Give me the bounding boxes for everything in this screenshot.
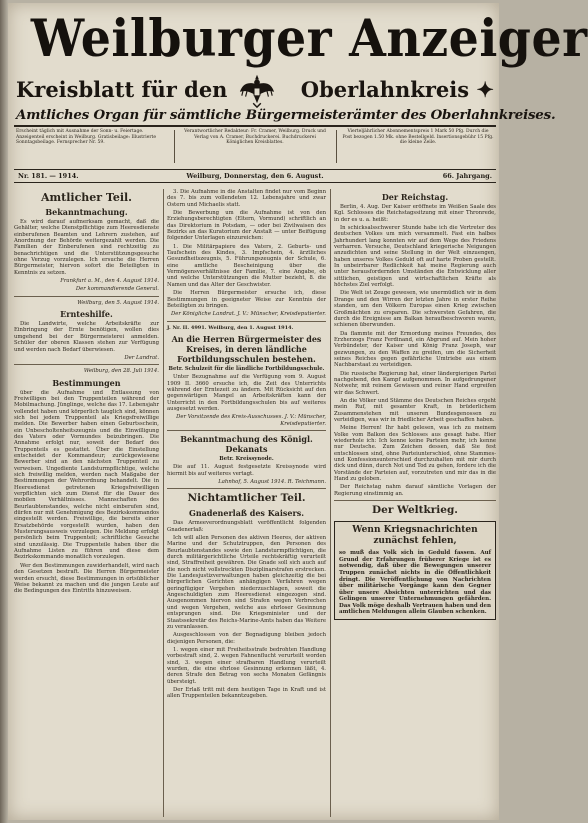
paragraph: Die Welt ist Zeuge gewesen, wie unermüdlich wir in dem Drange und den Wirren der letzten Jahre in erster Reihe standen, um den Völkern Europas einen Krieg zwischen Großmächten zu ersparen. Die schwersten Gefahren, die durch die Ereignisse am Balkan heraufbeschworen waren, schienen überwunden. <box>334 290 496 329</box>
scan-edge-shadow <box>0 0 8 823</box>
official-organ-line: Amtliches Organ für sämtliche Bürgermeisterämter des Oberlahnkreises. <box>16 107 556 123</box>
notice-text: Es wird darauf aufmerksam gemacht, daß die Gehälter, welche Dienstpflichtige zum Heeresdienste einberufenen Beamten und Lehrern zustehen, auf Anordnung der Behörde weitergezahlt werden. Die Familien der Einberufenen sind rechtzeitig zu benachrichtigen und die Unterstützungsgesuche ohne Verzug vorzulegen. Ich ersuche die Herren Bürgermeister, hiervon sofort die Beteiligten in Kenntnis zu setzen. <box>14 219 159 276</box>
column-left <box>14 189 159 817</box>
info-center: Verantwortlicher Redakteur: Fr. Cramer, Weilburg. Druck und Verlag von A. Cramer, Buchdruckerei. Buchdruckerei Königlichen Kreisblattes. <box>184 129 326 146</box>
paragraph: Die Herren Bürgermeister ersuche ich, diese Bestimmungen in geeigneter Weise zur Kenntnis der Beteiligten zu bringen. <box>167 290 326 309</box>
divider <box>14 364 159 365</box>
notice-text: Die Landwirte, welche Arbeitskräfte zur Einbringung der Ernte benötigen, wollen dies umgehend bei der Bürgermeisterei anmelden. Schüler der oberen Klassen stehen zur Verfügung und werden nach Bedarf überwiesen. <box>14 321 159 353</box>
divider <box>14 296 159 297</box>
masthead-title: Weilburger Anzeiger <box>30 9 588 69</box>
info-right: Vierteljährlicher Abonnementspreis 1 Mark 50 Pfg. Durch die Post bezogen 1.50 Mk. ohne Bestellgeld. Insertionsgebühr 15 Pfg. die kleine Zeile. <box>342 129 494 146</box>
notice-place: Frankfurt a. M., den 4. August 1914. <box>60 278 159 285</box>
notice-title: Bekanntmachung des Königl. Dekanats <box>180 433 313 454</box>
paragraph: An die Völker und Stämme des Deutschen Reiches ergeht mein Ruf, mit gesamter Kraft, in brüderlichem Zusammenstehen mit unseren Bundesgenossen zu verteidigen, was wir in friedlicher Arbeit geschaffen haben. <box>334 397 496 423</box>
notice-title: Bekanntmachung. <box>45 207 128 217</box>
eagle-crest-icon <box>238 71 276 109</box>
notice-title: Ernteshilfe. <box>60 309 113 320</box>
paragraph: 1. wegen einer mit Freiheitsstrafe bedrohten Handlung vorbestraft sind, 2. wegen Fahnenflucht verurteilt worden sind, 3. wegen einer strafbaren Handlung verurteilt wurden, die eine ehrlose Gesinnung erkennen läßt, 4. deren Strafe den Betrag von sechs Monaten Gefängnis übersteigt. <box>167 646 326 685</box>
notice-place: Weilburg, den 28. Juli 1914. <box>83 368 159 375</box>
notice-signature: Der Vorsitzende des Kreis-Ausschusses. J. V.: Münscher, Kreisdeputierter. <box>176 414 326 427</box>
article-title: Gnadenerlaß des Kaisers. <box>189 508 304 519</box>
paragraph: Die russische Regierung hat, einer ländergierigen Partei nachgebend, den Kampf aufgenommen. In aufgedrungener Notwehr, mit reinem Gewissen und reiner Hand ergreifen wir das Schwert. <box>334 370 496 396</box>
masthead-rule <box>14 125 496 127</box>
paragraph: Die auf 11. August festgesetzte Kreissynode wird hiermit bis auf weiteres vertagt. <box>167 464 326 477</box>
notice-place: Weilburg, den 5. August 1914. <box>77 299 159 306</box>
notice-text: über die Aufnahme und Entlassung von Freiwilligen bei den Truppenteilen während der Mobilmachung. Jünglinge, welche das 17. Lebensjahr vollendet haben und körperlich tauglich sind, können sich bei jedem Truppenteil als Kriegsfreiwillige melden. Die Bewerber haben einen Geburtsschein, ein Unbescholtenheitszeugnis und die Einwilligung des Vaters oder Vormundes beizubringen. Die Annahme erfolgt nur, soweit der Bedarf des Truppenteils es gestattet. Über die Einstellung entscheidet der Kommandeur; zurückgewiesene Bewerber sind an den nächsten Truppenteil zu verweisen. Ungediente Landsturmpflichtige, welche sich freiwillig melden, werden nach Maßgabe der Bestimmungen der Wehrordnung behandelt. Die in Heeresdienst getretenen Kriegsfreiwilligen verpflichten sich zum Dienst für die Dauer des mobilen Verhältnisses. Mannschaften des Beurlaubtenstandes, welche nicht einberufen sind, dürfen nur mit Genehmigung des Bezirkskommandos eingestellt werden. Freiwillige, die bereits einer Ersatzbehörde vorgestellt wurden, haben den Musterungsausweis vorzulegen. Die Meldung erfolgt persönlich beim Truppenteil; schriftliche Gesuche sind unzulässig. Die Truppenteile haben über die Aufnahme Listen zu führen und diese dem Bezirkskommando monatlich vorzulegen. <box>14 389 159 561</box>
notice-signature: Der Königliche Landrat. J. V.: Münscher, Kreisdeputierter. <box>170 311 326 318</box>
article-columns <box>14 189 496 817</box>
divider <box>167 430 326 431</box>
paragraph: Der Erlaß tritt mit dem heutigen Tage in Kraft und ist allen Truppenteilen bekanntzugeben. <box>167 686 326 700</box>
paragraph: Ausgeschlossen von der Begnadigung bleiben jedoch diejenigen Personen, die: <box>167 632 326 645</box>
info-divider <box>336 130 337 163</box>
section-heading-nonofficial: Nichtamtlicher Teil. <box>187 492 306 505</box>
publication-info-strip <box>16 129 494 165</box>
notice-title: Bestimmungen <box>52 377 121 388</box>
paragraph: 1. Die Militärpapiere des Vaters, 2. Geburts- und Taufschein des Kindes, 3. Impfschein, 4. ärztliches Gesundheitszeugnis, 5. Führungszeugnis der Schule, 6. eine amtliche Bescheinigung über die Vermögensverhältnisse der Familie, 7. eine Angabe, ob und welche Unterstützungen die Mutter bezieht, 8. die Namen und das Alter der Geschwister. <box>167 243 326 288</box>
divider <box>167 321 326 322</box>
box-title: Wenn Kriegsnachrichten zunächst fehlen, <box>352 525 478 547</box>
paragraph: Ich will allen Personen des aktiven Heeres, der aktiven Marine und der Schutztruppen, den Personen des Beurlaubtenstandes sowie den Landsturmpflichtigen, die durch militärgerichtliche Urteile rechtskräftig verurteilt sind, Straffreiheit gewähren. Die Gnade soll sich auch auf die noch nicht vollstreckten Disziplinarstrafen erstrecken. Die Landesjustizverwaltungen haben gleichzeitig die bei bürgerlichen Gerichten anhängigen Verfahren wegen geringfügiger Vergehen niederzuschlagen, soweit die Angeschuldigten zum Heeresdienst eingezogen sind. Ausgenommen hiervon sind Strafen wegen Verbrechen und wegen Vergehen, welche aus ehrloser Gesinnung entsprungen sind. Die Kriegsminister und der Staatssekretär des Reichs-Marine-Amts haben das Weitere zu veranlassen. <box>167 535 326 630</box>
issue-number: Nr. 181. — 1914. <box>18 172 79 180</box>
reference-line: J. Nr. II. 4991. Weilburg, den 1. August 1914. <box>167 324 294 331</box>
notice-signature: Der Landrat. <box>124 354 159 361</box>
paragraph: Unter Bezugnahme auf die Verfügung vom 9. August 1909 II. 3660 ersuche ich, die Zeit des Unterrichts während der Erntezeit zu ändern. Mit Rücksicht auf den gegenwärtigen Mangel an Arbeitskräften kann der Unterricht in den Fortbildungsschulen bis auf weiteres ausgesetzt werden. <box>167 374 326 412</box>
paragraph: Das Armeeverordnungsblatt veröffentlicht folgenden Gnadenerlaß: <box>167 520 326 533</box>
notice-subject: Betr. Schulzeit für die ländliche Fortbildungsschule. <box>168 365 325 372</box>
volume-year: 66. Jahrgang. <box>442 172 492 180</box>
notice-text: Wer den Bestimmungen zuwiderhandelt, wird nach den Gesetzen bestraft. Die Herren Bürgermeister werden ersucht, diese Bestimmungen in ortsüblicher Weise bekannt zu machen und die jungen Leute auf die Bedingungen des Eintritts hinzuweisen. <box>14 562 159 595</box>
paragraph: Da flammte mit der Ermordung meines Freundes, des Erzherzogs Franz Ferdinand, ein Abgrund auf. Mein hoher Verbündeter, der Kaiser und König Franz Joseph, war gezwungen, zu den Waffen zu greifen, um die Sicherheit seines Reiches gegen gefährliche Umtriebe aus einem Nachbarstaat zu verteidigen. <box>334 330 496 369</box>
info-divider <box>174 130 175 163</box>
column-divider <box>330 189 331 817</box>
divider <box>334 500 496 501</box>
paragraph: Berlin, 4. Aug. Der Kaiser eröffnete im Weißen Saale des Kgl. Schlosses die Reichstagssitzung mit einer Thronrede, in der es u. a. heißt: <box>334 204 496 223</box>
paragraph: 3. Die Aufnahme in die Anstalten findet nur vom Beginn des 7. bis zum vollendeten 12. Lebensjahre und zwar Ostern und Michaelis statt. <box>167 189 326 208</box>
column-right <box>334 189 496 817</box>
divider <box>167 488 326 489</box>
notice-subject: Betr. Kreissynode. <box>219 455 274 462</box>
war-news-notice-box <box>334 521 496 620</box>
info-left: Erscheint täglich mit Ausnahme der Sonn- u. Feiertage. Anzeigenteil erscheint in Weilburg. Gratisbeilage: Illustrierte Sonntagsbeilage. Fernsprecher Nr. 59. <box>16 129 156 146</box>
paragraph: Die Bewerbung um die Aufnahme ist von den Erziehungsberechtigten (Eltern, Vormund) schriftlich an das Direktorium in Potsdam, — oder bei Zivilwaisen des Bezirks an das Kuratorium der Anstalt — unter Beifügung folgender Unterlagen einzureichen: <box>167 210 326 242</box>
article-title: Der Reichstag. <box>381 192 449 202</box>
section-heading-worldwar: Der Weltkrieg. <box>372 504 458 517</box>
subtitle-right: Oberlahnkreis ✦ <box>300 77 494 102</box>
date-bar <box>14 169 496 183</box>
newspaper-page <box>8 3 588 820</box>
paragraph: In schicksalsschwerer Stunde habe ich die Vertreter des deutschen Volkes um mich versammelt. Fast ein halbes Jahrhundert lang konnten wir auf dem Wege des Friedens verharren. Versuche, Deutschland kriegerische Neigungen anzudichten und seine Stellung in der Welt einzuengen, haben unseres Volkes Geduld oft auf harte Proben gestellt. In unbeirrbarer Redlichkeit hat meine Regierung auch unter herausfordernden Umständen die Entwicklung aller sittlichen, geistigen und wirtschaftlichen Kräfte als höchstes Ziel verfolgt. <box>334 225 496 289</box>
section-heading-official: Amtlicher Teil. <box>40 191 133 204</box>
paragraph: Der Reichstag nahm darauf sämtliche Vorlagen der Regierung einstimmig an. <box>334 484 496 497</box>
paragraph: Meine Herren! Ihr habt gelesen, was ich zu meinem Volke vom Balkon des Schlosses aus gesagt habe. Hier wiederhole ich: Ich kenne keine Parteien mehr, ich kenne nur Deutsche. Zum Zeichen dessen, daß Sie fest entschlossen sind, ohne Parteiunterschied, ohne Stammes- und Konfessionsunterschied durchzuhalten mit mir durch dick und dünn, durch Not und Tod zu gehen, fordere ich die Vorstände der Parteien auf, vorzutreten und mir das in die Hand zu geloben. <box>334 425 496 483</box>
issue-date: Weilburg, Donnerstag, den 6. August. <box>186 172 324 180</box>
box-text: so muß das Volk sich in Geduld fassen. Auf Grund der Erfahrungen früherer Kriege ist es notwendig, daß über die Bewegungen unserer Truppen zunächst nichts in die Öffentlichkeit dringt. Die Veröffentlichung von Nachrichten über militärische Vorgänge kann den Gegner über unsere Absichten unterrichten und das Gelingen unserer Unternehmungen gefährden. Das Volk möge deshalb Vertrauen haben und den amtlichen Meldungen allein Glauben schenken. <box>339 550 491 616</box>
notice-title: An die Herren Bürgermeister des Kreises, in deren ländliche Fortbildungsschulen bestehen. <box>171 333 322 364</box>
notice-signature: Der kommandierende General. <box>75 286 159 293</box>
masthead-subtitle-row <box>16 75 494 105</box>
notice-signature: Lahnhof, 5. August 1914. R. Teichmann. <box>218 479 326 485</box>
subtitle-left: Kreisblatt für den <box>16 77 228 102</box>
column-divider <box>163 189 164 817</box>
column-middle <box>167 189 326 817</box>
